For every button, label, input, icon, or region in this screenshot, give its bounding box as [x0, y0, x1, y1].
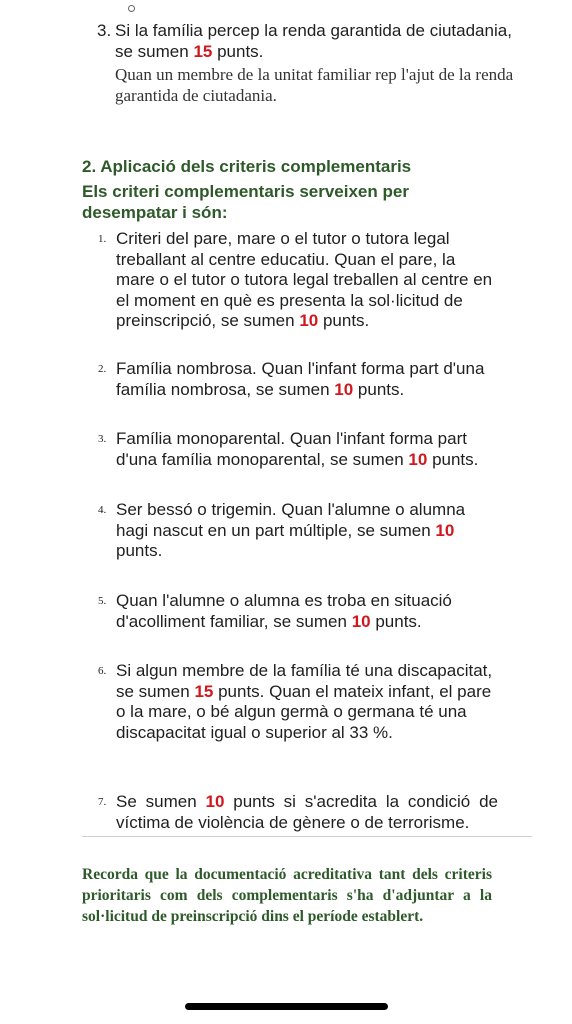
points-value: 10: [408, 449, 428, 469]
criterion-note: Quan un membre de la unitat familiar rep l'ajut de la renda garantida de ciutadania.: [115, 65, 514, 105]
list-number: 1.: [98, 233, 107, 245]
list-number: 2.: [98, 363, 107, 375]
points-value: 10: [205, 792, 225, 811]
points-value: 10: [351, 611, 371, 631]
criterion-2: 2. Família nombrosa. Quan l'infant forma part d'una família nombrosa, se sumen 10 punts.: [98, 359, 485, 399]
points-value: 15: [194, 681, 214, 701]
points-value: 10: [334, 379, 354, 399]
list-number: 3.: [97, 21, 112, 40]
list-number: 7.: [98, 796, 107, 808]
divider: [82, 836, 532, 837]
list-number: 5.: [98, 595, 107, 607]
home-indicator[interactable]: [185, 1003, 388, 1010]
criterion-1: 1. Criteri del pare, mare o el tutor o tutora legal treballant al centre educatiu. Quan el pare, la mare o el tutor o tutora legal treballen al centre en el moment en què es presenta la sol·licitud de preinscripció, se sumen 10 punts.: [98, 229, 493, 330]
points-value: 10: [299, 311, 319, 330]
list-number: 6.: [98, 665, 107, 677]
documentation-reminder: Recorda que la documentació acreditativa tant dels criteris prioritaris com dels complementaris s'ha d'adjuntar a la sol·licitud de preinscripció dins el període establert.: [82, 866, 492, 925]
criterion-5: 5. Quan l'alumne o alumna es troba en situació d'acolliment familiar, se sumen 10 punts.: [98, 591, 452, 631]
list-number: 4.: [98, 504, 107, 516]
points-value: 10: [435, 520, 455, 540]
criterion-text: Si la família percep la renda garantida de ciutadania, se sumen 15 punts.: [115, 21, 512, 61]
section-intro: Els criteri complementaris serveixen per desempatar i són:: [82, 182, 409, 222]
list-number: 3.: [98, 433, 107, 445]
criterion-3: 3. Família monoparental. Quan l'infant forma part d'una família monoparental, se sumen 10 punts.: [98, 429, 479, 469]
criterion-7: 7. Se sumen 10 punts si s'acredita la condició de víctima de violència de gènere o de terrorisme.: [98, 792, 498, 832]
prior-criterion-3: [97, 20, 517, 106]
list-bullet-circle: [128, 5, 135, 12]
points-value: 15: [193, 42, 213, 61]
criterion-4: 4. Ser bessó o trigemin. Quan l'alumne o alumna hagi nascut en un part múltiple, se sumen 10 punts.: [98, 500, 466, 560]
section-title: 2. Aplicació dels criteris complementaris: [82, 157, 412, 176]
criterion-6: 6. Si algun membre de la família té una discapacitat, se sumen 15 punts. Quan el mateix infant, el pare o la mare, o bé algun germà o germana té una discapacitat igual o superior al 33 %.: [98, 661, 493, 742]
